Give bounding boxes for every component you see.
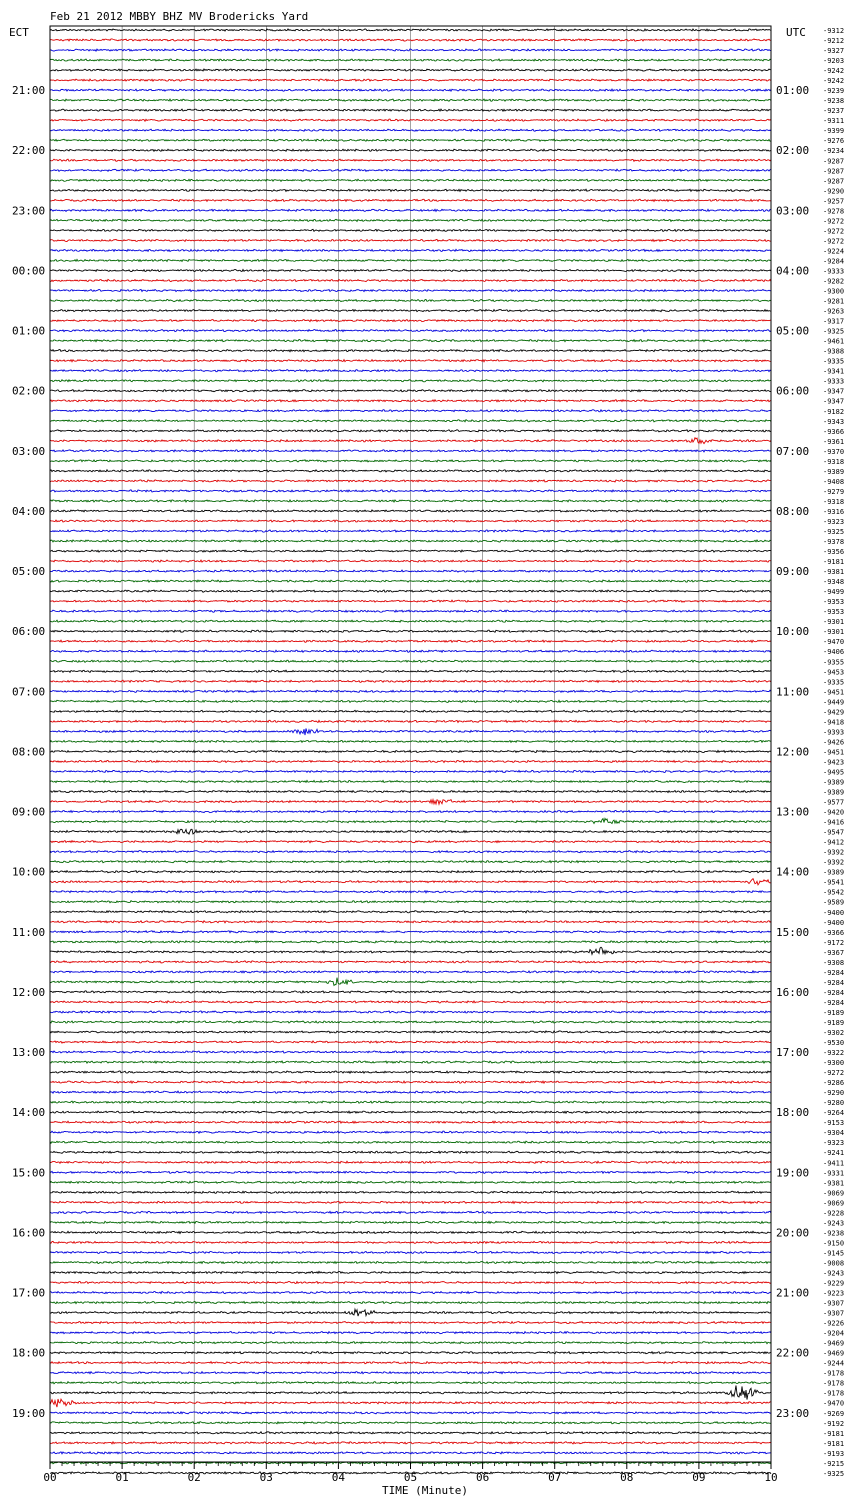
- left-hour-label: 19:00: [12, 1406, 46, 1420]
- trace-offset-label: -9290: [823, 187, 845, 196]
- trace-offset-label: -9470: [823, 1399, 845, 1408]
- trace-offset-label: -9495: [823, 768, 845, 777]
- trace-offset-label: -9212: [823, 37, 845, 46]
- trace-offset-label: -9361: [823, 437, 845, 446]
- trace-offset-label: -9469: [823, 1349, 845, 1358]
- trace-offset-label: -9412: [823, 838, 845, 847]
- left-hour-label: 15:00: [12, 1166, 46, 1180]
- trace-offset-label: -9182: [823, 407, 845, 416]
- right-hour-label: 15:00: [776, 925, 810, 939]
- right-hour-label: 13:00: [776, 805, 810, 819]
- chart-title: Feb 21 2012 MBBY BHZ MV Brodericks Yard: [50, 10, 309, 23]
- left-hour-label: 05:00: [12, 565, 46, 579]
- trace-offset-label: -9470: [823, 638, 845, 647]
- trace-offset-label: -9399: [823, 127, 845, 136]
- trace-offset-label: -9280: [823, 1099, 845, 1108]
- trace-offset-label: -9325: [823, 327, 845, 336]
- trace-offset-label: -9316: [823, 507, 845, 516]
- trace-offset-label: -9287: [823, 167, 845, 176]
- trace-offset-label: -9355: [823, 658, 845, 667]
- left-hour-label: 08:00: [12, 745, 46, 759]
- left-hour-label: 09:00: [12, 805, 46, 819]
- x-tick-label: 07: [548, 1471, 562, 1484]
- trace-offset-label: -9420: [823, 808, 845, 817]
- trace-offset-label: -9366: [823, 427, 845, 436]
- trace-offset-label: -9418: [823, 718, 845, 727]
- trace-offset-label: -9308: [823, 958, 845, 967]
- right-hour-label: 04:00: [776, 264, 810, 278]
- trace-offset-label: -9343: [823, 417, 845, 426]
- trace-offset-label: -9323: [823, 517, 845, 526]
- left-hour-label: 16:00: [12, 1226, 46, 1240]
- trace-offset-label: -9378: [823, 538, 845, 547]
- left-hour-label: 11:00: [12, 925, 46, 939]
- left-hour-label: 18:00: [12, 1346, 46, 1360]
- right-hour-label: 02:00: [776, 144, 810, 158]
- trace-offset-label: -9366: [823, 928, 845, 937]
- trace-offset-label: -9411: [823, 1159, 845, 1168]
- trace-offset-labels: [823, 27, 844, 1478]
- trace-offset-label: -9257: [823, 197, 845, 206]
- trace-offset-label: -9302: [823, 1029, 845, 1037]
- trace-offset-label: -9242: [823, 77, 845, 86]
- trace-offset-label: -9423: [823, 758, 845, 767]
- trace-offset-label: -9284: [823, 257, 845, 266]
- trace-offset-label: -9356: [823, 548, 845, 557]
- trace-offset-label: -9353: [823, 608, 845, 617]
- right-hour-label: 23:00: [776, 1406, 810, 1420]
- trace-offset-label: -9449: [823, 698, 845, 707]
- right-hour-label: 10:00: [776, 625, 810, 639]
- trace-offset-label: -9279: [823, 487, 845, 496]
- right-hour-label: 05:00: [776, 324, 810, 338]
- trace-offset-label: -9325: [823, 528, 845, 536]
- trace-offset-label: -9451: [823, 748, 845, 757]
- trace-offset-label: -9008: [823, 1259, 845, 1268]
- left-hour-label: 23:00: [12, 204, 46, 218]
- right-hour-label: 17:00: [776, 1046, 810, 1060]
- trace-offset-label: -9284: [823, 978, 845, 987]
- left-hour-label: 01:00: [12, 324, 46, 338]
- trace-offset-label: -9069: [823, 1199, 845, 1208]
- left-hour-label: 12:00: [12, 985, 46, 999]
- right-hour-label: 12:00: [776, 745, 810, 759]
- x-tick-label: 04: [331, 1471, 346, 1484]
- x-tick-label: 00: [43, 1471, 57, 1484]
- left-hour-label: 17:00: [12, 1286, 46, 1300]
- trace-offset-label: -9388: [823, 347, 845, 356]
- trace-offset-label: -9426: [823, 738, 845, 747]
- trace-offset-label: -9238: [823, 1229, 845, 1238]
- x-tick-label: 08: [620, 1471, 634, 1484]
- trace-offset-label: -9300: [823, 1059, 845, 1068]
- right-hour-label: 21:00: [776, 1286, 810, 1300]
- trace-offset-label: -9331: [823, 1169, 845, 1178]
- trace-offset-label: -9284: [823, 988, 845, 997]
- trace-offset-label: -9381: [823, 1179, 845, 1188]
- trace-offset-label: -9325: [823, 1469, 845, 1478]
- right-hour-label: 19:00: [776, 1166, 810, 1180]
- trace-offset-label: -9239: [823, 87, 845, 96]
- trace-offset-label: -9189: [823, 1018, 845, 1027]
- trace-offset-label: -9393: [823, 728, 845, 737]
- trace-offset-label: -9589: [823, 898, 845, 907]
- trace-offset-label: -9530: [823, 1039, 845, 1048]
- left-hour-label: 14:00: [12, 1106, 46, 1120]
- trace-offset-label: -9347: [823, 387, 845, 396]
- trace-offset-label: -9269: [823, 1409, 845, 1418]
- trace-offset-label: -9499: [823, 588, 845, 597]
- trace-offset-label: -9192: [823, 1419, 845, 1428]
- x-tick-label: 03: [259, 1471, 273, 1484]
- left-hour-label: 00:00: [12, 264, 46, 278]
- trace-offset-label: -9461: [823, 337, 845, 346]
- right-hour-label: 03:00: [776, 204, 810, 218]
- trace-offset-label: -9193: [823, 1449, 845, 1458]
- trace-offset-label: -9317: [823, 317, 845, 326]
- x-axis-label: TIME (Minute): [381, 1484, 469, 1497]
- trace-offset-label: -9335: [823, 357, 845, 366]
- trace-offset-label: -9228: [823, 1209, 845, 1218]
- trace-offset-label: -9281: [823, 297, 845, 306]
- trace-offset-label: -9243: [823, 1269, 845, 1278]
- trace-offset-label: -9408: [823, 477, 845, 486]
- trace-offset-label: -9264: [823, 1109, 845, 1118]
- trace-offset-label: -9224: [823, 247, 845, 256]
- left-hour-label: 03:00: [12, 444, 46, 458]
- right-hour-label: 18:00: [776, 1106, 810, 1120]
- right-hour-label: 14:00: [776, 865, 810, 879]
- trace-offset-label: -9229: [823, 1279, 845, 1288]
- trace-offset-label: -9300: [823, 287, 845, 296]
- right-hour-label: 16:00: [776, 985, 810, 999]
- trace-offset-label: -9241: [823, 1149, 845, 1158]
- trace-offset-label: -9312: [823, 27, 845, 35]
- trace-offset-label: -9145: [823, 1249, 845, 1258]
- trace-offset-label: -9577: [823, 798, 845, 807]
- trace-offset-label: -9301: [823, 618, 845, 627]
- trace-offset-label: -9263: [823, 307, 845, 316]
- trace-offset-label: -9215: [823, 1459, 845, 1468]
- trace-offset-label: -9223: [823, 1289, 845, 1298]
- left-hour-label: 02:00: [12, 384, 46, 398]
- trace-offset-label: -9311: [823, 117, 845, 126]
- trace-offset-label: -9287: [823, 177, 845, 186]
- trace-offset-label: -9318: [823, 497, 845, 506]
- left-hour-label: 10:00: [12, 865, 46, 879]
- left-hour-label: 06:00: [12, 625, 46, 639]
- trace-offset-label: -9242: [823, 67, 845, 76]
- trace-offset-label: -9453: [823, 668, 845, 677]
- trace-offset-label: -9429: [823, 708, 845, 717]
- trace-offset-label: -9282: [823, 277, 845, 286]
- trace-offset-label: -9178: [823, 1389, 845, 1398]
- trace-offset-label: -9234: [823, 147, 845, 156]
- trace-offset-label: -9541: [823, 878, 845, 887]
- trace-offset-label: -9451: [823, 688, 845, 697]
- trace-offset-label: -9400: [823, 908, 845, 917]
- trace-offset-label: -9172: [823, 938, 845, 947]
- right-hour-label: 08:00: [776, 504, 810, 518]
- x-tick-label: 06: [475, 1471, 490, 1484]
- trace-offset-label: -9333: [823, 267, 845, 276]
- trace-offset-label: -9416: [823, 818, 845, 827]
- right-hour-label: 20:00: [776, 1226, 810, 1240]
- trace-offset-label: -9322: [823, 1049, 845, 1058]
- right-hour-label: 22:00: [776, 1346, 810, 1360]
- right-hour-label: 06:00: [776, 384, 810, 398]
- trace-offset-label: -9286: [823, 1079, 845, 1088]
- trace-offset-label: -9238: [823, 97, 845, 106]
- trace-offset-label: -9389: [823, 788, 845, 797]
- trace-offset-label: -9392: [823, 848, 845, 857]
- trace-offset-label: -9389: [823, 778, 845, 787]
- trace-offset-label: -9406: [823, 648, 845, 657]
- trace-offset-label: -9272: [823, 1069, 845, 1078]
- left-hour-label: 21:00: [12, 84, 46, 98]
- trace-offset-label: -9389: [823, 467, 845, 476]
- trace-offset-label: -9203: [823, 57, 845, 66]
- trace-offset-label: -9272: [823, 237, 845, 246]
- right-axis-label: UTC: [786, 26, 806, 39]
- trace-offset-label: -9153: [823, 1119, 845, 1128]
- x-tick-label: 01: [115, 1471, 129, 1484]
- trace-offset-label: -9069: [823, 1189, 845, 1198]
- trace-offset-label: -9243: [823, 1219, 845, 1228]
- trace-offset-label: -9150: [823, 1239, 845, 1248]
- trace-offset-label: -9284: [823, 968, 845, 977]
- trace-offset-label: -9189: [823, 1008, 845, 1017]
- right-hour-label: 07:00: [776, 444, 810, 458]
- left-hour-label: 04:00: [12, 504, 46, 518]
- left-axis-label: ECT: [9, 26, 29, 39]
- trace-offset-label: -9327: [823, 47, 845, 56]
- x-tick-label: 02: [187, 1471, 201, 1484]
- trace-offset-label: -9335: [823, 678, 845, 687]
- trace-offset-label: -9178: [823, 1369, 845, 1378]
- trace-offset-label: -9237: [823, 107, 845, 116]
- trace-offset-label: -9542: [823, 888, 845, 897]
- trace-offset-label: -9347: [823, 397, 845, 406]
- trace-offset-label: -9333: [823, 377, 845, 386]
- trace-offset-label: -9392: [823, 858, 845, 867]
- right-hour-label: 11:00: [776, 685, 810, 699]
- right-hour-label: 09:00: [776, 565, 810, 579]
- trace-offset-label: -9301: [823, 628, 845, 637]
- trace-offset-label: -9276: [823, 137, 845, 146]
- trace-offset-label: -9284: [823, 998, 845, 1007]
- trace-offset-label: -9226: [823, 1319, 845, 1328]
- trace-offset-label: -9204: [823, 1329, 845, 1338]
- trace-offset-label: -9287: [823, 157, 845, 166]
- trace-offset-label: -9181: [823, 558, 845, 567]
- left-hour-label: 07:00: [12, 685, 46, 699]
- trace-offset-label: -9367: [823, 948, 845, 957]
- trace-offset-label: -9304: [823, 1129, 845, 1138]
- trace-offset-label: -9348: [823, 578, 845, 587]
- trace-offset-label: -9381: [823, 568, 845, 577]
- trace-offset-label: -9181: [823, 1429, 845, 1438]
- right-hour-label: 01:00: [776, 84, 810, 98]
- trace-offset-label: -9178: [823, 1379, 845, 1388]
- trace-offset-label: -9353: [823, 598, 845, 607]
- trace-offset-label: -9341: [823, 367, 845, 376]
- trace-offset-label: -9272: [823, 227, 845, 236]
- trace-offset-label: -9244: [823, 1359, 845, 1368]
- x-tick-label: 09: [692, 1471, 706, 1484]
- trace-offset-label: -9307: [823, 1309, 845, 1318]
- trace-offset-label: -9307: [823, 1299, 845, 1308]
- x-tick-label: 05: [403, 1471, 418, 1484]
- trace-offset-label: -9370: [823, 447, 845, 456]
- trace-offset-label: -9323: [823, 1139, 845, 1148]
- trace-offset-label: -9469: [823, 1339, 845, 1348]
- trace-offset-label: -9389: [823, 868, 845, 877]
- trace-offset-label: -9181: [823, 1439, 845, 1448]
- trace-offset-label: -9318: [823, 457, 845, 466]
- trace-offset-label: -9290: [823, 1089, 845, 1098]
- trace-offset-label: -9547: [823, 828, 845, 837]
- left-hour-label: 13:00: [12, 1046, 46, 1060]
- trace-offset-label: -9272: [823, 217, 845, 226]
- trace-offset-label: -9278: [823, 207, 845, 216]
- trace-offset-label: -9400: [823, 918, 845, 927]
- x-tick-label: 10: [764, 1471, 778, 1484]
- left-hour-label: 22:00: [12, 144, 46, 158]
